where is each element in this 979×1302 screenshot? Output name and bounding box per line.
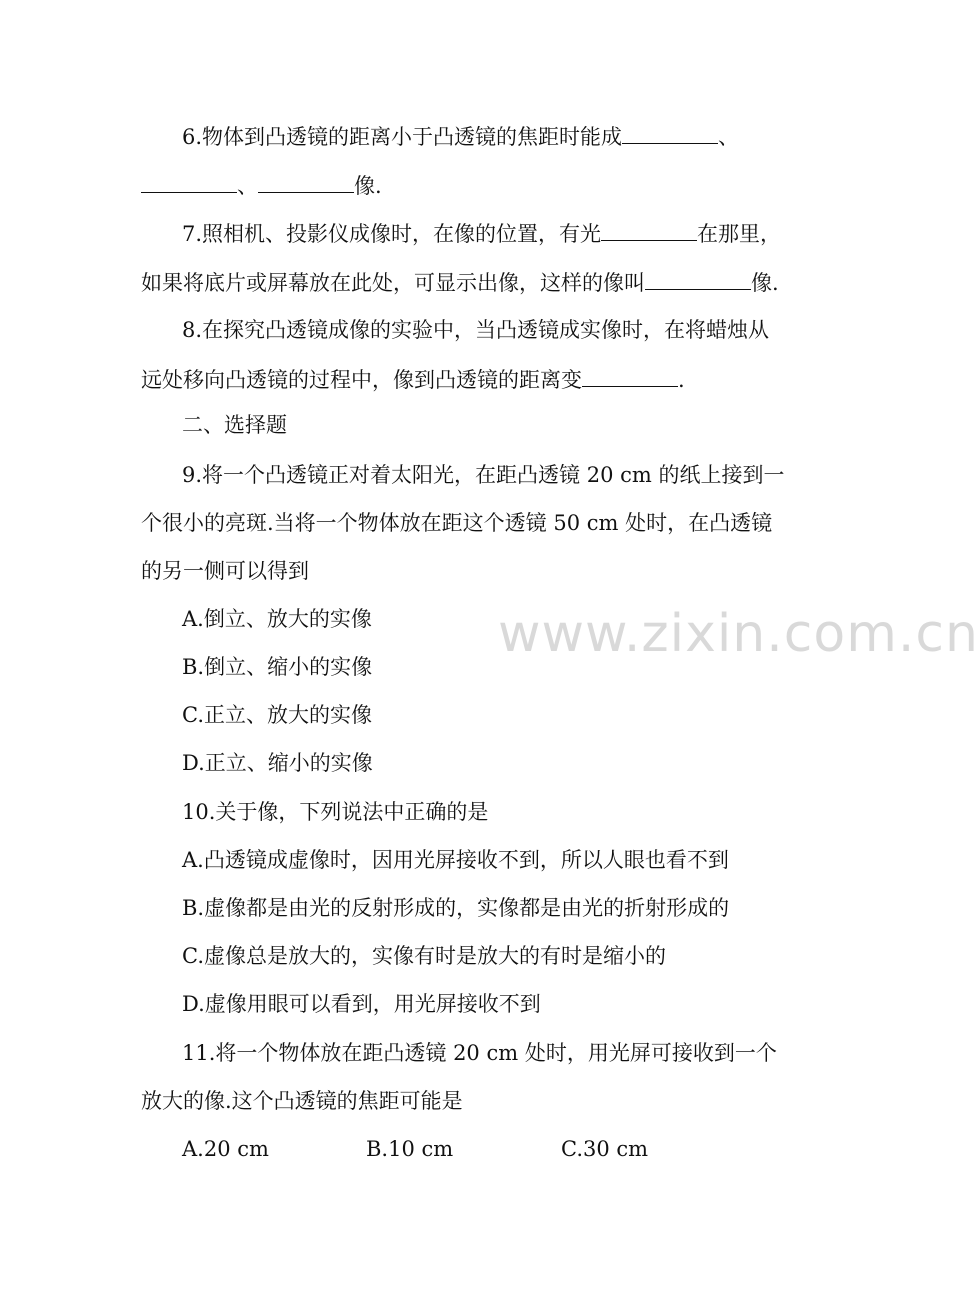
q9-option-c: C.正立、放大的实像	[182, 703, 372, 727]
q11-option-a: A.20 cm	[182, 1137, 269, 1161]
q9-line2: 个很小的亮斑.当将一个物体放在距这个透镜 50 cm 处时，在凸透镜	[141, 511, 773, 535]
q7-text-a: 7.照相机、投影仪成像时，在像的位置，有光	[182, 222, 602, 246]
q6-line1	[182, 121, 739, 152]
q9-option-a: A.倒立、放大的实像	[182, 607, 372, 631]
q7-line2	[141, 267, 779, 298]
watermark: www.zixin.com.cn	[498, 604, 979, 664]
q6-blank-2	[141, 170, 237, 193]
q9-line1: 9.将一个凸透镜正对着太阳光，在距凸透镜 20 cm 的纸上接到一	[182, 463, 785, 487]
q8-line1: 8.在探究凸透镜成像的实验中，当凸透镜成实像时，在将蜡烛从	[182, 318, 770, 342]
q7-text-b: 在那里，	[697, 222, 782, 246]
q10-stem: 10.关于像，下列说法中正确的是	[182, 800, 489, 824]
q6-blank-3	[258, 170, 354, 193]
q7-text-d: 像.	[751, 271, 779, 295]
q7-text-c: 如果将底片或屏幕放在此处，可显示出像，这样的像叫	[141, 271, 645, 295]
q11-option-c: C.30 cm	[561, 1137, 649, 1161]
q10-option-b: B.虚像都是由光的反射形成的，实像都是由光的折射形成的	[182, 896, 730, 920]
q6-sep2: 、	[237, 174, 258, 198]
q6-sep1: 、	[718, 125, 740, 149]
q9-line3: 的另一侧可以得到	[141, 559, 309, 583]
q11-option-b: B.10 cm	[366, 1137, 454, 1161]
q8-text-b: .	[678, 368, 685, 392]
q7-blank-1	[601, 218, 697, 241]
q11-line2: 放大的像.这个凸透镜的焦距可能是	[141, 1089, 463, 1113]
q7-blank-2	[645, 267, 751, 290]
q8-blank	[582, 364, 678, 387]
q11-line1: 11.将一个物体放在距凸透镜 20 cm 处时，用光屏可接收到一个	[182, 1041, 777, 1065]
q7-line1	[182, 218, 781, 249]
q10-option-c: C.虚像总是放大的，实像有时是放大的有时是缩小的	[182, 944, 666, 968]
q8-line2	[141, 364, 685, 395]
q9-option-b: B.倒立、缩小的实像	[182, 655, 373, 679]
q9-option-d: D.正立、缩小的实像	[182, 751, 373, 775]
q6-line2	[141, 170, 382, 201]
q8-text-a: 远处移向凸透镜的过程中，像到凸透镜的距离变	[141, 368, 582, 392]
q10-option-a: A.凸透镜成虚像时，因用光屏接收不到，所以人眼也看不到	[182, 848, 729, 872]
q6-end: 像.	[354, 174, 382, 198]
section-heading: 二、选择题	[182, 413, 287, 437]
q6-blank-1	[622, 121, 718, 144]
q10-option-d: D.虚像用眼可以看到，用光屏接收不到	[182, 992, 541, 1016]
q6-text: 6.物体到凸透镜的距离小于凸透镜的焦距时能成	[182, 125, 623, 149]
